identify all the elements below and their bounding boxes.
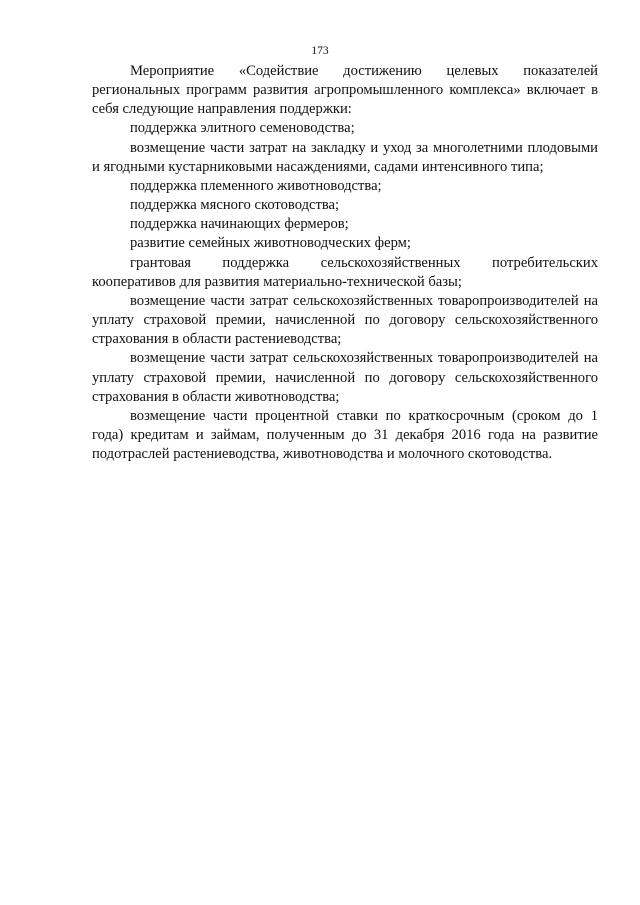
document-body [92,62,598,464]
list-item-elite-seed-support: поддержка элитного семеноводства; [130,120,355,137]
list-item-livestock-insurance: возмещение части затрат сельскохозяйственных товаропроизводителей на уплату страховой премии, начисленной по договору сельскохозяйственного страхования в области животноводства; [92,350,598,405]
list-item-crop-insurance: возмещение части затрат сельскохозяйственных товаропроизводителей на уплату страховой премии, начисленной по договору сельскохозяйственного страхования в области растениеводства; [92,292,598,348]
list-item-interest-rate: возмещение части процентной ставки по краткосрочным (сроком до 1 года) кредитам и займам, полученным до 31 декабря 2016 года на развитие подотраслей растениеводства, животноводства и молочного скотоводства. [92,407,598,463]
list-item-orchard-costs: возмещение части затрат на закладку и уход за многолетними плодовыми и ягодными кустарниковыми насаждениями, садами интенсивного типа; [92,139,598,175]
list-item-beef-cattle: поддержка мясного скотоводства; [130,197,340,214]
paragraph-intro: Мероприятие «Содействие достижению целевых показателей региональных программ развития агропромышленного комплекса» включает в себя следующие направления поддержки: [92,63,598,118]
list-item-family-farms: развитие семейных животноводческих ферм; [130,235,411,252]
list-item-novice-farmers: поддержка начинающих фермеров; [130,216,349,233]
page-number: 173 [311,45,329,57]
list-item-cooperative-grants: грантовая поддержка сельскохозяйственных потребительских кооперативов для развития материально-технической базы; [92,254,598,290]
list-item-breeding-livestock: поддержка племенного животноводства; [130,177,382,194]
